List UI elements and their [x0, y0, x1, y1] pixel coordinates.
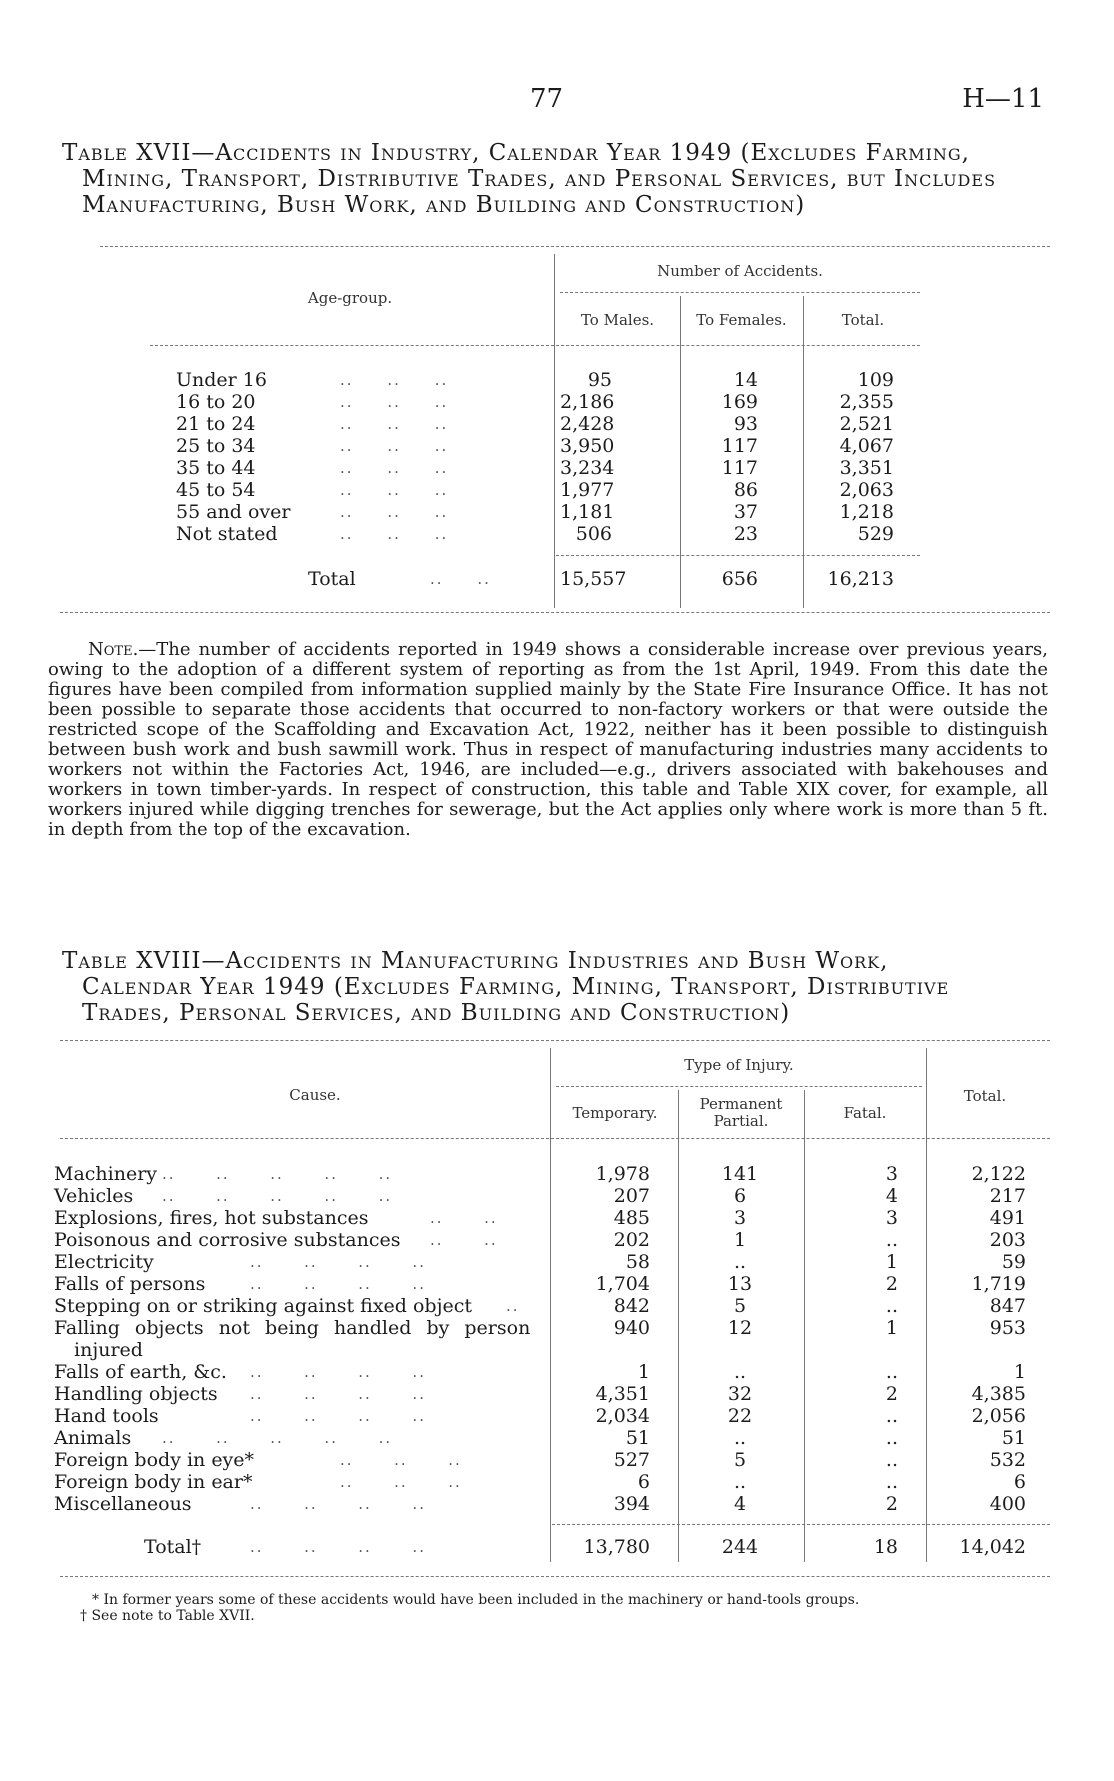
table18-fatal-value: 3	[885, 1163, 898, 1185]
table18-fatal-value: ..	[885, 1361, 898, 1383]
table18-leader-dots: .. .. .. ..	[250, 1275, 426, 1293]
table18-permanent-value: ..	[733, 1471, 747, 1493]
table18-temporary-value: 1	[637, 1361, 650, 1383]
table18-leader-dots: .. .. .. ..	[250, 1495, 426, 1513]
table17-title-line2: Mining, Transport, Distributive Trades, and Personal Services, but Includes	[82, 166, 997, 192]
table18-leader-dots: ..	[506, 1297, 520, 1315]
table18-bottom-rule	[60, 1576, 1050, 1577]
table17-females-value: 23	[733, 523, 758, 545]
table18-title-line2: Calendar Year 1949 (Excludes Farming, Mining, Transport, Distributive	[82, 974, 950, 1000]
table17-leader-dots: .. .. ..	[340, 415, 449, 433]
table18-header-permanent-line2: Partial.	[713, 1112, 769, 1130]
table18-temporary-value: 2,034	[595, 1405, 650, 1427]
table17-row	[0, 435, 1114, 457]
table17-note	[48, 640, 1048, 840]
table18-cause-label: Electricity	[54, 1251, 154, 1273]
table18-header-type: Type of Injury.	[684, 1056, 794, 1074]
table18-total-value: 1,719	[971, 1273, 1026, 1295]
table17-age-label: 35 to 44	[176, 457, 256, 479]
table18-permanent-value: 6	[733, 1185, 747, 1207]
table18-header-subrule	[556, 1086, 922, 1087]
table17-age-label: 45 to 54	[176, 479, 256, 501]
table18-fatal-value: 2	[885, 1383, 898, 1405]
note-text: —The number of accidents reported in 1949 shows a considerable increase over previous years, owing to the adoption of a different system of reporting as from the 1st April, 1949. From this date the figures have been compiled from information supplied mainly by the State Fire Insurance Office. It has not been possible to separate those accidents that occurred to non-factory workers or that were outside the restricted scope of the Scaffolding and Excavation Act, 1922, neither has it been possible to distinguish between bush work and bush sawmill work. Thus in respect of manufacturing industries many accidents to workers not within the Factories Act, 1946, are included—e.g., drivers associated with bakehouses and workers in town timber-yards. In respect of construction, this table and Table XIX cover, for example, all workers injured while digging trenches for sewerage, but the Act applies only where work is more than 5 ft. in depth from the top of the excavation.	[48, 639, 1048, 840]
table18-permanent-value: 22	[727, 1405, 753, 1427]
table18-cause-label: Hand tools	[54, 1405, 159, 1427]
table18-temporary-value: 6	[637, 1471, 650, 1493]
table18-total-value: 2,056	[971, 1405, 1026, 1427]
table17-header-age-group: Age-group.	[307, 289, 393, 307]
table18-row	[0, 1383, 1114, 1405]
table17-total-value: 2,063	[839, 479, 894, 501]
table17-age-label: 16 to 20	[176, 391, 256, 413]
table18-total-value: 532	[989, 1449, 1026, 1471]
table18-total-value: 6	[1013, 1471, 1026, 1493]
table18-fatal-value: 3	[885, 1207, 898, 1229]
table18-temporary-value: 4,351	[595, 1383, 650, 1405]
table17-total-males: 15,557	[560, 568, 627, 590]
table18-temporary-value: 842	[613, 1295, 650, 1317]
table18-row	[0, 1185, 1114, 1207]
table18-row	[0, 1493, 1114, 1515]
table18-permanent-value: ..	[733, 1361, 747, 1383]
table18-permanent-value: ..	[733, 1251, 747, 1273]
table18-leader-dots: .. .. .. ..	[250, 1407, 426, 1425]
table17-total-value: 2,521	[839, 413, 894, 435]
table17-leader-dots: .. .. ..	[340, 503, 449, 521]
table17-header-males: To Males.	[580, 311, 655, 329]
table17-males-value: 506	[575, 523, 612, 545]
table17-title-line3: Manufacturing, Bush Work, and Building and Construction)	[82, 192, 806, 218]
table18-temporary-value: 58	[625, 1251, 650, 1273]
table18-temporary-value: 1,704	[595, 1273, 650, 1295]
table18-header-fatal: Fatal.	[843, 1104, 887, 1122]
table18-row	[0, 1295, 1114, 1317]
table17-males-value: 3,950	[560, 435, 615, 457]
table18-total-value: 217	[989, 1185, 1026, 1207]
table17-males-value: 95	[587, 369, 612, 391]
table18-header-rule	[60, 1138, 1050, 1139]
table18-temporary-value: 51	[625, 1427, 650, 1449]
table17-total-value: 3,351	[839, 457, 894, 479]
footnote-dagger: † See note to Table XVII.	[80, 1608, 255, 1624]
table18-cause-label: Explosions, fires, hot substances	[54, 1207, 369, 1229]
table17-total-rule	[556, 555, 920, 556]
table18-permanent-value: 13	[727, 1273, 753, 1295]
table18-cause-label: Foreign body in eye*	[54, 1449, 255, 1471]
table17-total-total: 16,213	[827, 568, 894, 590]
table18-fatal-value: 1	[885, 1317, 898, 1339]
document-code: H—11	[962, 84, 1044, 114]
table17-age-label: Under 16	[176, 369, 267, 391]
table18-header-cause: Cause.	[289, 1086, 341, 1104]
table17-row	[0, 479, 1114, 501]
table18-fatal-value: ..	[885, 1229, 898, 1251]
table18-row	[0, 1207, 1114, 1229]
table18-temporary-value: 485	[613, 1207, 650, 1229]
table18-total-value: 2,122	[971, 1163, 1026, 1185]
table17-total-row	[0, 568, 1114, 590]
table18-cause-label: Stepping on or striking against fixed object	[54, 1295, 472, 1317]
table18-total-total: 14,042	[959, 1536, 1026, 1558]
table18-leader-dots: .. .. .. ..	[250, 1363, 426, 1381]
table17-age-label: 25 to 34	[176, 435, 256, 457]
table17-row	[0, 523, 1114, 545]
table18-total-label: Total†	[144, 1536, 202, 1558]
table18-cause-label: Machinery	[54, 1163, 158, 1185]
table17-header-rule	[150, 345, 920, 346]
table18-row	[0, 1405, 1114, 1427]
table18-row	[0, 1229, 1114, 1251]
table17-row	[0, 391, 1114, 413]
table17-total-value: 529	[857, 523, 894, 545]
table18-leader-dots: .. .. ..	[340, 1451, 462, 1469]
table18-temporary-value: 527	[613, 1449, 650, 1471]
table17-bottom-rule	[60, 612, 1050, 613]
table18-leader-dots: .. .. .. ..	[250, 1253, 426, 1271]
table18-temporary-value: 202	[613, 1229, 650, 1251]
table17-males-value: 1,181	[560, 501, 615, 523]
table18-total-temporary: 13,780	[583, 1536, 650, 1558]
table18-total-value: 1	[1013, 1361, 1026, 1383]
table18-total-value: 51	[1001, 1427, 1026, 1449]
table18-fatal-value: 2	[885, 1493, 898, 1515]
table18-row	[0, 1449, 1114, 1471]
table18-row	[0, 1471, 1114, 1493]
table18-cause-label: Falls of earth, &c.	[54, 1361, 227, 1383]
table18-fatal-value: 2	[885, 1273, 898, 1295]
table17-leader-dots: .. .. ..	[340, 459, 449, 477]
table18-fatal-value: ..	[885, 1405, 898, 1427]
table18-leader-dots: .. ..	[430, 1209, 498, 1227]
table17-males-value: 3,234	[560, 457, 615, 479]
table18-row	[0, 1427, 1114, 1449]
table18-row	[0, 1251, 1114, 1273]
table18-permanent-value: 1	[733, 1229, 747, 1251]
table18-title-line3: Trades, Personal Services, and Building and Construction)	[82, 1000, 791, 1026]
table18-leader-dots: .. .. .. ..	[250, 1385, 426, 1403]
table18-total-value: 491	[989, 1207, 1026, 1229]
table18-row	[0, 1273, 1114, 1295]
table18-total-value: 203	[989, 1229, 1026, 1251]
table17-title-line1: Table XVII—Accidents in Industry, Calendar Year 1949 (Excludes Farming,	[62, 140, 970, 166]
table18-permanent-value: 12	[727, 1317, 753, 1339]
table18-fatal-value: ..	[885, 1295, 898, 1317]
table17-leader-dots: .. .. ..	[340, 481, 449, 499]
table18-row	[0, 1163, 1114, 1185]
table18-cause-label: Miscellaneous	[54, 1493, 192, 1515]
table18-row	[0, 1361, 1114, 1383]
table17-header-subrule	[560, 292, 920, 293]
table18-leader-dots: .. .. .. .. ..	[162, 1429, 393, 1447]
table18-header-permanent-line1: Permanent	[699, 1095, 783, 1113]
table17-age-label: 55 and over	[176, 501, 291, 523]
table18-total-value: 847	[989, 1295, 1026, 1317]
table17-total-label: Total	[308, 568, 356, 590]
table18-permanent-value: 5	[733, 1295, 747, 1317]
table17-top-rule	[100, 246, 1050, 247]
table17-total-value: 4,067	[839, 435, 894, 457]
table18-cause-label-continued: injured	[74, 1339, 143, 1361]
table18-cause-label: Animals	[54, 1427, 132, 1449]
table17-total-value: 2,355	[839, 391, 894, 413]
table18-permanent-value: 32	[727, 1383, 753, 1405]
table18-header-permanent	[682, 1096, 800, 1130]
table17-leader-dots: .. .. ..	[340, 525, 449, 543]
table18-fatal-value: ..	[885, 1471, 898, 1493]
table18-permanent-value: 141	[721, 1163, 759, 1185]
table17-females-value: 37	[733, 501, 758, 523]
table17-females-value: 93	[733, 413, 758, 435]
table17-header-total: Total.	[841, 311, 885, 329]
footnote-star: * In former years some of these accidents would have been included in the machinery or hand-tools groups.	[92, 1592, 860, 1608]
table18-fatal-value: 4	[885, 1185, 898, 1207]
table18-total-fatal: 18	[873, 1536, 898, 1558]
page-header	[0, 84, 1114, 118]
table18-cause-label: Poisonous and corrosive substances	[54, 1229, 401, 1251]
table18-title	[62, 948, 1046, 1026]
table18-fatal-value: ..	[885, 1427, 898, 1449]
table18-temporary-value: 394	[613, 1493, 650, 1515]
table18-top-rule	[60, 1040, 1050, 1041]
table18-total-rule	[552, 1524, 1050, 1525]
table18-fatal-value: 1	[885, 1251, 898, 1273]
table17-males-value: 2,428	[560, 413, 615, 435]
table18-leader-dots: .. ..	[430, 1231, 498, 1249]
table18-cause-label: Foreign body in ear*	[54, 1471, 253, 1493]
table18-total-value: 953	[989, 1317, 1026, 1339]
table17-leader-dots: .. ..	[430, 570, 491, 588]
table18-cause-label: Falling objects not being handled by person	[54, 1317, 531, 1339]
table17-total-value: 1,218	[839, 501, 894, 523]
table18-cause-label: Handling objects	[54, 1383, 218, 1405]
table17-total-females: 656	[721, 568, 758, 590]
table17-age-label: Not stated	[176, 523, 278, 545]
table18-permanent-value: 4	[733, 1493, 747, 1515]
table18-fatal-value: ..	[885, 1449, 898, 1471]
table17-total-value: 109	[857, 369, 894, 391]
table18-temporary-value: 940	[613, 1317, 650, 1339]
table18-leader-dots: .. .. .. ..	[250, 1538, 426, 1556]
table17-males-value: 1,977	[560, 479, 615, 501]
table18-permanent-value: 5	[733, 1449, 747, 1471]
table17-females-value: 169	[721, 391, 758, 413]
table18-leader-dots: .. .. .. .. ..	[162, 1165, 393, 1183]
page-number: 77	[530, 84, 564, 114]
table17-leader-dots: .. .. ..	[340, 437, 449, 455]
table17-row	[0, 413, 1114, 435]
table17-females-value: 117	[721, 435, 758, 457]
table18-total-permanent: 244	[721, 1536, 759, 1558]
table18-temporary-value: 1,978	[595, 1163, 650, 1185]
table17-header-number: Number of Accidents.	[657, 262, 823, 280]
table17-row	[0, 369, 1114, 391]
table18-temporary-value: 207	[613, 1185, 650, 1207]
table17-females-value: 117	[721, 457, 758, 479]
table18-permanent-value: ..	[733, 1427, 747, 1449]
table18-title-line1: Table XVIII—Accidents in Manufacturing Industries and Bush Work,	[62, 948, 889, 974]
note-lead: Note.	[88, 639, 139, 660]
table18-leader-dots: .. .. ..	[340, 1473, 462, 1491]
table18-permanent-value: 3	[733, 1207, 747, 1229]
table18-leader-dots: .. .. .. .. ..	[162, 1187, 393, 1205]
table17-leader-dots: .. .. ..	[340, 371, 449, 389]
table17-females-value: 14	[733, 369, 758, 391]
table18-total-value: 59	[1001, 1251, 1026, 1273]
table18-cause-label: Falls of persons	[54, 1273, 206, 1295]
table17-title	[62, 140, 1046, 218]
table17-leader-dots: .. .. ..	[340, 393, 449, 411]
table18-cause-label: Vehicles	[54, 1185, 134, 1207]
table18-row	[0, 1317, 1114, 1361]
table18-total-value: 4,385	[971, 1383, 1026, 1405]
table17-header-females: To Females.	[696, 311, 787, 329]
table17-row	[0, 457, 1114, 479]
table18-total-value: 400	[989, 1493, 1026, 1515]
table17-males-value: 2,186	[560, 391, 615, 413]
table18-total-row	[0, 1536, 1114, 1558]
table18-header-temporary: Temporary.	[572, 1104, 658, 1122]
table17-age-label: 21 to 24	[176, 413, 256, 435]
table18-header-total: Total.	[963, 1087, 1007, 1105]
table17-row	[0, 501, 1114, 523]
table17-females-value: 86	[733, 479, 758, 501]
